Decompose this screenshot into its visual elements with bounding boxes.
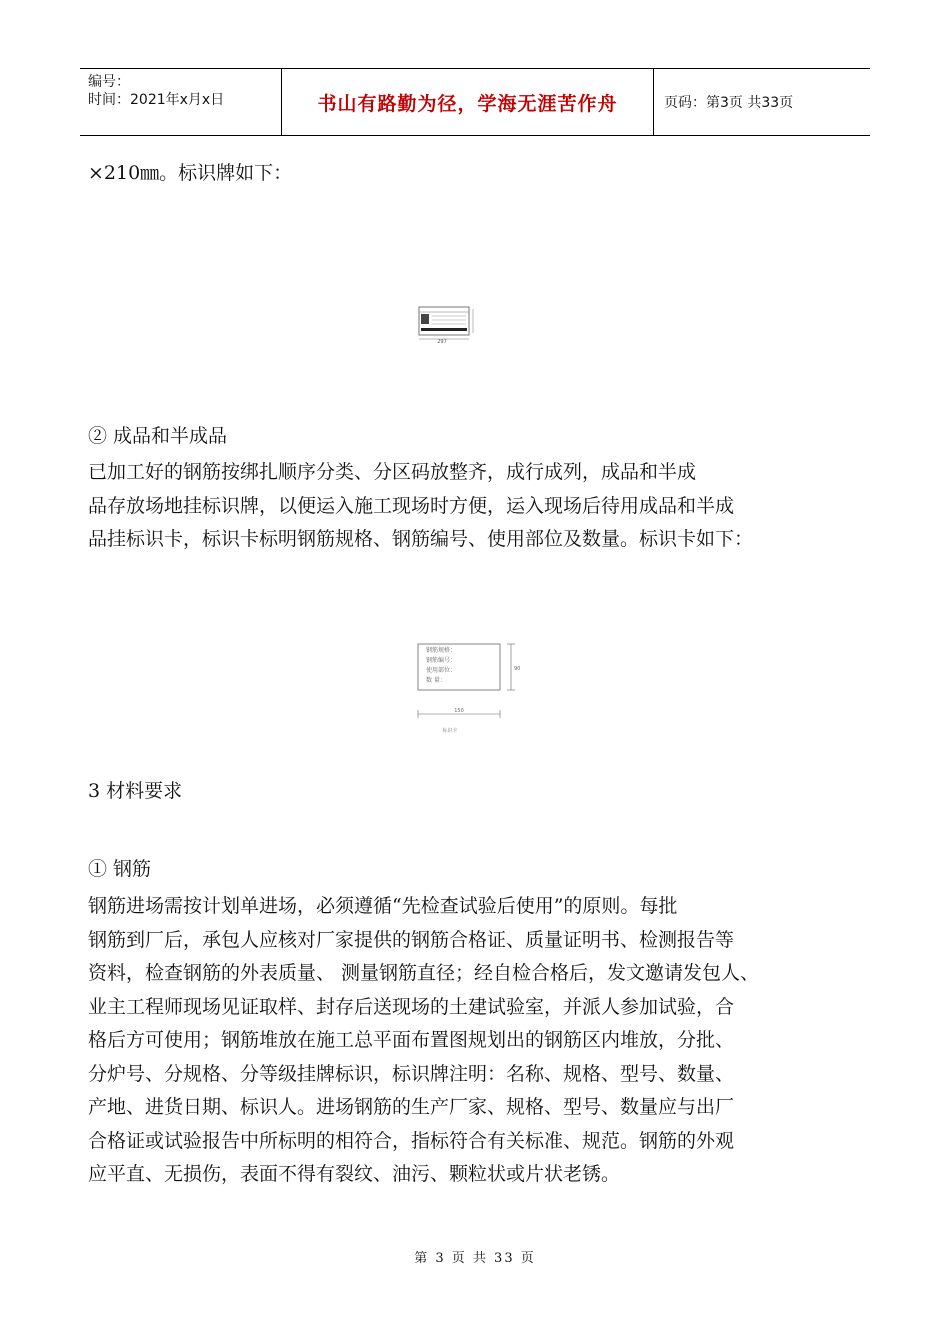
rebar-line-2: 钢筋到厂后，承包人应核对厂家提供的钢筋合格证、质量证明书、检测报告等 xyxy=(88,928,735,951)
rebar-line-5: 格后方可使用；钢筋堆放在施工总平面布置图规划出的钢筋区内堆放，分批、 xyxy=(88,1029,735,1051)
header-motto: 书山有路勤为径，学海无涯苦作舟 xyxy=(282,69,654,135)
rebar-line-1: 钢筋进场需按计划单进场，必须遵循“先检查试验后使用”的原则。每批 xyxy=(88,895,678,917)
products-line-1: 已加工好的钢筋按绑扎顺序分类、分区码放整齐，成行成列，成品和半成 xyxy=(88,461,697,483)
id-card-caption: 标识卡 xyxy=(442,728,458,734)
header-time-label: 时间：2021年x月x日 xyxy=(88,92,225,108)
products-line-3: 品挂标识卡，标识卡标明钢筋规格、钢筋编号、使用部位及数量。标识卡如下： xyxy=(88,528,754,550)
rebar-title: ① 钢筋 xyxy=(88,858,152,880)
products-paragraph xyxy=(88,456,878,557)
rebar-line-6: 分炉号、分规格、分等级挂牌标识，标识牌注明：名称、规格、型号、数量、 xyxy=(88,1062,735,1085)
rebar-line-4: 业主工程师现场见证取样、封存后送现场的土建试验室，并派人参加试验，合 xyxy=(88,995,735,1018)
rebar-paragraph xyxy=(88,890,878,1192)
sign-board-dimension-label: 297 xyxy=(437,339,447,344)
sign-board-bottom-bar xyxy=(421,328,467,331)
id-card-field-spec: 钢筋规格： xyxy=(426,647,457,654)
rebar-line-3: 资料，检查钢筋的外表质量、 测量钢筋直径；经自检合格后，发文邀请发包人、 xyxy=(88,962,760,984)
rebar-line-8: 合格证或试验报告中所标明的相符合，指标符合有关标准、规范。钢筋的外观 xyxy=(88,1129,735,1152)
products-line-2: 品存放场地挂标识牌，以便运入施工现场时方便，运入现场后待用成品和半成 xyxy=(88,494,735,517)
page-header xyxy=(80,68,870,136)
header-number-label: 编号： xyxy=(88,74,130,90)
id-card-field-number: 钢筋编号： xyxy=(426,657,457,664)
id-card-height-label: 90 xyxy=(514,666,521,672)
section-products-title: ② 成品和半成品 xyxy=(88,425,228,447)
sign-board-logo xyxy=(421,314,429,324)
id-card-field-location: 使用部位： xyxy=(426,667,457,674)
section-3-title: 3 材料要求 xyxy=(88,780,183,802)
id-card-width-label: 150 xyxy=(454,708,464,714)
page-footer: 第 3 页 共 33 页 xyxy=(414,1251,536,1266)
id-card-figure xyxy=(410,638,530,738)
id-card-field-quantity: 数 量： xyxy=(426,677,446,684)
rebar-line-9: 应平直、无损伤，表面不得有裂纹、油污、颗粒状或片状老锈。 xyxy=(88,1163,621,1185)
header-meta xyxy=(80,69,282,135)
sign-size-line: ×210㎜。标识牌如下： xyxy=(88,162,293,184)
rebar-line-7: 产地、进货日期、标识人。进场钢筋的生产厂家、规格、型号、数量应与出厂 xyxy=(88,1096,735,1118)
header-page-code: 页码：第3页 共33页 xyxy=(664,95,794,111)
sign-board-figure xyxy=(418,306,484,344)
